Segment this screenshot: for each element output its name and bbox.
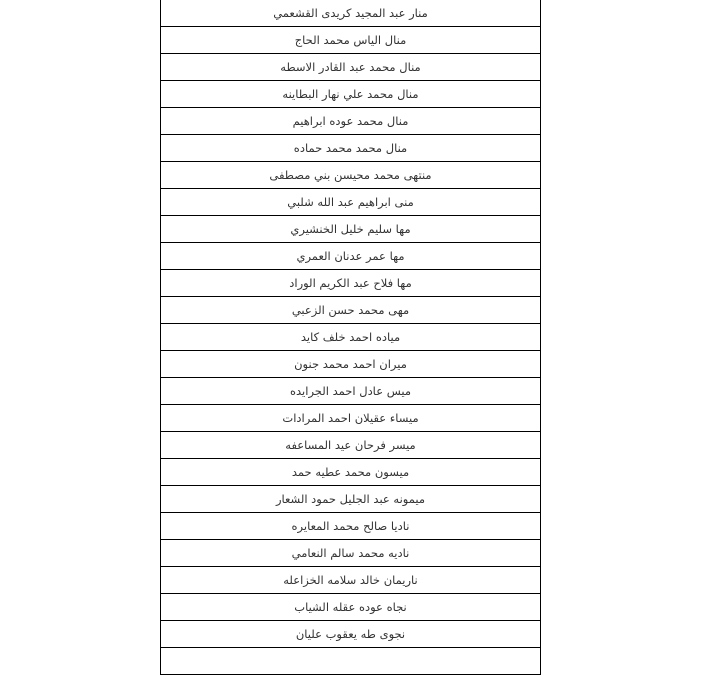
name-cell: نجوى طه يعقوب عليان <box>161 621 541 648</box>
name-cell: ناديا صالح محمد المعايره <box>161 513 541 540</box>
name-cell: منال محمد عوده ابراهيم <box>161 108 541 135</box>
table-row <box>161 162 541 189</box>
name-cell: ميسر فرحان عيد المساعفه <box>161 432 541 459</box>
names-table <box>160 0 541 675</box>
name-cell: نجاه عوده عقله الشياب <box>161 594 541 621</box>
name-cell: ميمونه عبد الجليل حمود الشعار <box>161 486 541 513</box>
name-cell: مياده احمد خلف كايد <box>161 324 541 351</box>
name-cell: مها عمر عدنان العمري <box>161 243 541 270</box>
name-cell <box>161 648 541 675</box>
table-row <box>161 432 541 459</box>
name-cell: منال الياس محمد الحاج <box>161 27 541 54</box>
name-cell: ناديه محمد سالم النعامي <box>161 540 541 567</box>
table-row <box>161 486 541 513</box>
table-row <box>161 216 541 243</box>
name-cell: منار عبد المجيد كريدى القشعمي <box>161 0 541 27</box>
name-cell: ميساء عقيلان احمد المرادات <box>161 405 541 432</box>
table-row <box>161 459 541 486</box>
name-cell: ميسون محمد عطيه حمد <box>161 459 541 486</box>
table-row <box>161 297 541 324</box>
name-cell: مها فلاح عبد الكريم الوراد <box>161 270 541 297</box>
table-row <box>161 378 541 405</box>
table-row <box>161 270 541 297</box>
table-row <box>161 81 541 108</box>
table-row <box>161 405 541 432</box>
names-table-body <box>161 0 541 675</box>
name-cell: ميران احمد محمد جنون <box>161 351 541 378</box>
table-row <box>161 324 541 351</box>
name-cell: منتهى محمد محيسن بني مصطفى <box>161 162 541 189</box>
table-row <box>161 108 541 135</box>
table-row <box>161 54 541 81</box>
table-row <box>161 594 541 621</box>
name-cell: ناريمان خالد سلامه الخزاعله <box>161 567 541 594</box>
name-cell: مهى محمد حسن الزعبي <box>161 297 541 324</box>
table-row <box>161 135 541 162</box>
table-row <box>161 567 541 594</box>
table-row <box>161 0 541 27</box>
name-cell: منال محمد علي نهار البطاينه <box>161 81 541 108</box>
name-cell: منال محمد محمد حماده <box>161 135 541 162</box>
name-cell: منى ابراهيم عبد الله شلبي <box>161 189 541 216</box>
table-row <box>161 351 541 378</box>
table-row <box>161 621 541 648</box>
table-row <box>161 27 541 54</box>
name-cell: ميس عادل احمد الجرايده <box>161 378 541 405</box>
table-row <box>161 540 541 567</box>
table-row <box>161 243 541 270</box>
name-cell: مها سليم خليل الخنشيري <box>161 216 541 243</box>
name-cell: منال محمد عبد القادر الاسطه <box>161 54 541 81</box>
table-row <box>161 513 541 540</box>
table-row <box>161 189 541 216</box>
table-row <box>161 648 541 675</box>
